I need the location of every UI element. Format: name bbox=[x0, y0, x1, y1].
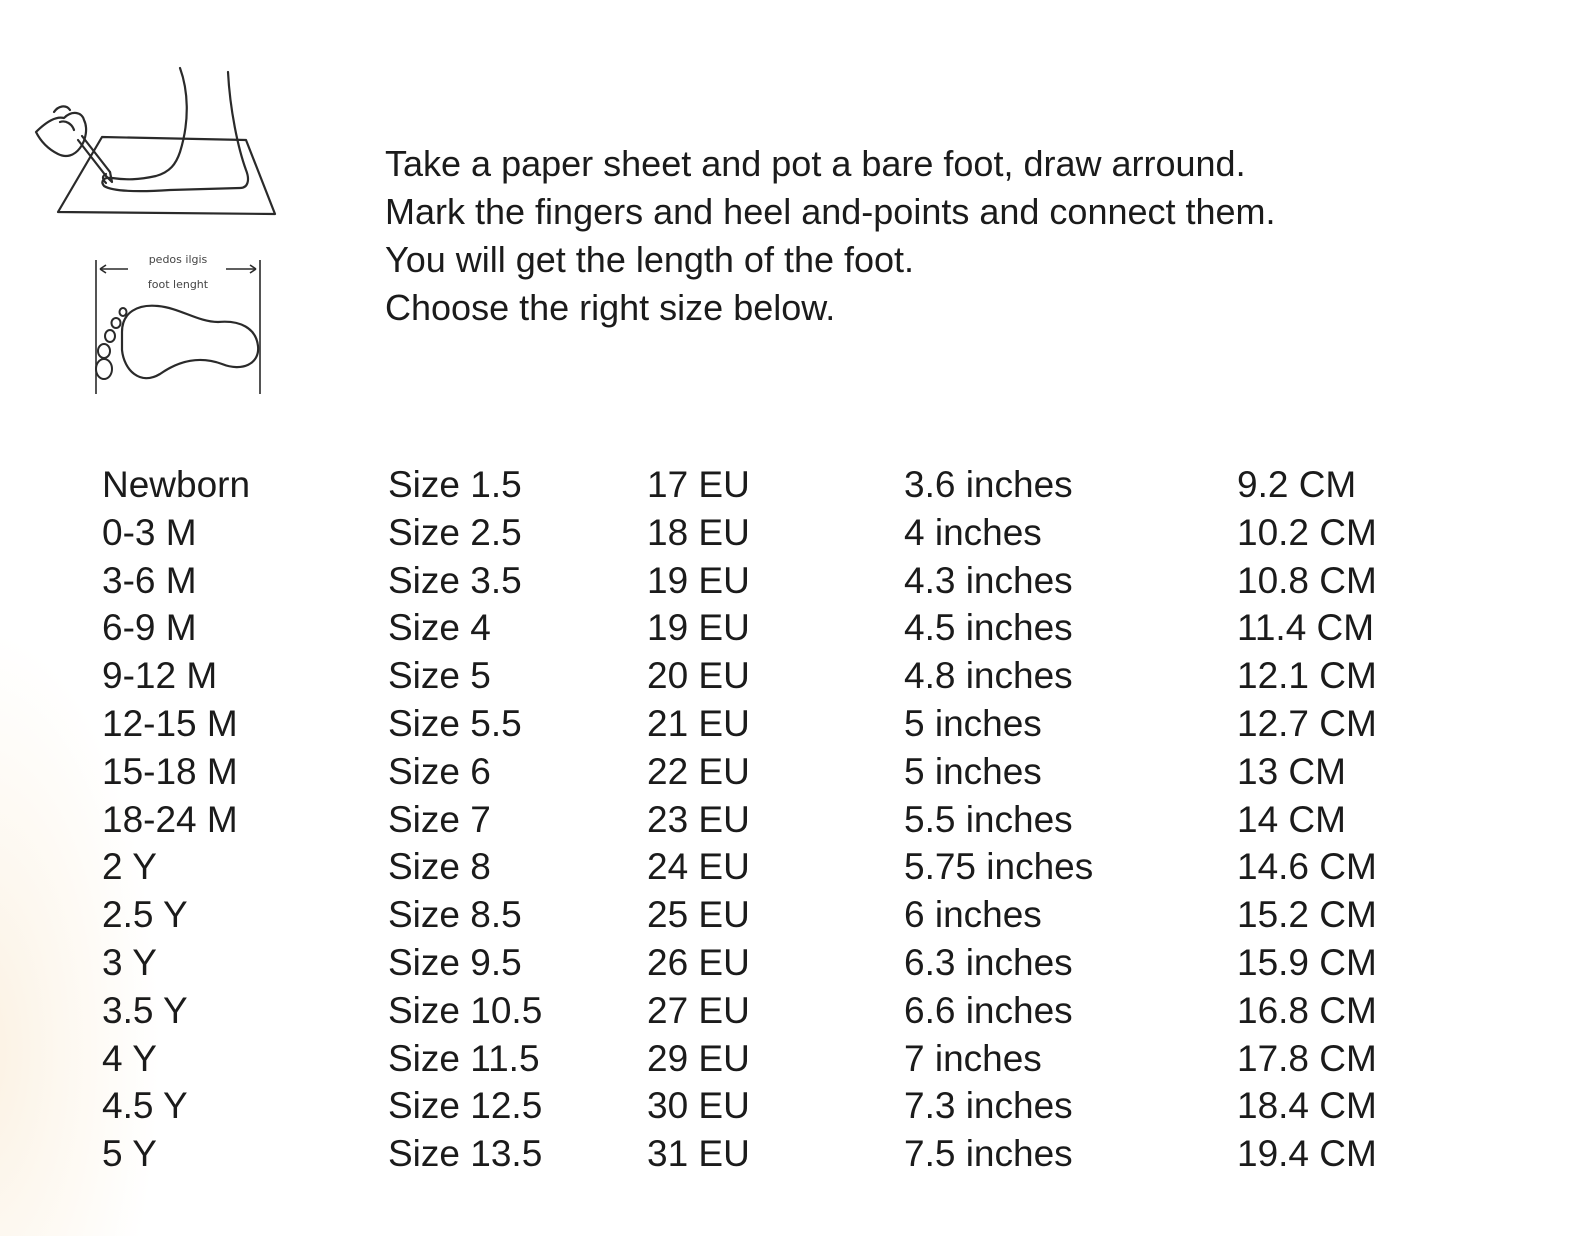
hand-icon bbox=[36, 113, 86, 156]
table-row bbox=[102, 700, 1502, 748]
cm-cell: 10.2 CM bbox=[1237, 511, 1377, 553]
age-cell: 3 Y bbox=[102, 941, 157, 983]
cm-cell: 11.4 CM bbox=[1237, 607, 1375, 649]
age-cell: Newborn bbox=[102, 464, 251, 505]
inches-cell: 5 inches bbox=[904, 702, 1042, 744]
instruction-line: You will get the length of the foot. bbox=[385, 239, 915, 280]
age-cell: 18-24 M bbox=[102, 798, 238, 840]
age-cell: 12-15 M bbox=[102, 702, 238, 744]
eu-size-cell: 27 EU bbox=[647, 989, 750, 1031]
table-row bbox=[102, 843, 1502, 891]
age-cell: 2.5 Y bbox=[102, 894, 188, 936]
foot-on-paper-icon bbox=[102, 68, 248, 191]
cm-cell: 15.2 CM bbox=[1237, 894, 1377, 936]
cm-cell: 16.8 CM bbox=[1237, 989, 1377, 1031]
eu-size-cell: 20 EU bbox=[647, 655, 750, 697]
eu-size-cell: 23 EU bbox=[647, 798, 750, 840]
us-size-cell: Size 9.5 bbox=[388, 941, 522, 983]
table-row bbox=[102, 1082, 1502, 1130]
table-row bbox=[102, 1035, 1502, 1083]
instruction-line: Mark the fingers and heel and-points and connect them. bbox=[385, 191, 1276, 232]
eu-size-cell: 21 EU bbox=[647, 702, 750, 744]
eu-size-cell: 25 EU bbox=[647, 894, 750, 936]
illustration-caption-top: pedos ilgis bbox=[148, 253, 208, 266]
inches-cell: 6.6 inches bbox=[904, 989, 1073, 1031]
eu-size-cell: 18 EU bbox=[647, 511, 750, 553]
eu-size-cell: 29 EU bbox=[647, 1037, 750, 1079]
us-size-cell: Size 12.5 bbox=[388, 1085, 543, 1127]
eu-size-cell: 17 EU bbox=[647, 464, 750, 505]
inches-cell: 7 inches bbox=[904, 1037, 1042, 1079]
us-size-cell: Size 5.5 bbox=[388, 702, 522, 744]
age-cell: 2 Y bbox=[102, 846, 157, 888]
inches-cell: 5.5 inches bbox=[904, 798, 1073, 840]
cm-cell: 14.6 CM bbox=[1237, 846, 1377, 888]
cm-cell: 10.8 CM bbox=[1237, 559, 1377, 601]
footprint-icon bbox=[122, 306, 258, 378]
instruction-line: Take a paper sheet and pot a bare foot, draw arround. bbox=[385, 143, 1246, 184]
cm-cell: 13 CM bbox=[1237, 750, 1346, 792]
us-size-cell: Size 10.5 bbox=[388, 989, 543, 1031]
eu-size-cell: 30 EU bbox=[647, 1085, 750, 1127]
table-row bbox=[102, 891, 1502, 939]
table-row bbox=[102, 748, 1502, 796]
inches-cell: 5 inches bbox=[904, 750, 1042, 792]
inches-cell: 6.3 inches bbox=[904, 941, 1073, 983]
inches-cell: 3.6 inches bbox=[904, 464, 1073, 505]
table-row bbox=[102, 557, 1502, 605]
us-size-cell: Size 2.5 bbox=[388, 511, 522, 553]
instructions-block bbox=[385, 140, 1535, 332]
cm-cell: 12.1 CM bbox=[1237, 655, 1377, 697]
table-row bbox=[102, 461, 1502, 509]
us-size-cell: Size 5 bbox=[388, 655, 491, 697]
eu-size-cell: 24 EU bbox=[647, 846, 750, 888]
age-cell: 0-3 M bbox=[102, 511, 197, 553]
eu-size-cell: 19 EU bbox=[647, 607, 750, 649]
table-row bbox=[102, 652, 1502, 700]
age-cell: 15-18 M bbox=[102, 750, 238, 792]
age-cell: 3-6 M bbox=[102, 559, 197, 601]
age-cell: 3.5 Y bbox=[102, 989, 188, 1031]
age-cell: 9-12 M bbox=[102, 655, 218, 697]
us-size-cell: Size 7 bbox=[388, 798, 491, 840]
age-cell: 5 Y bbox=[102, 1133, 157, 1175]
table-row bbox=[102, 604, 1502, 652]
foot-tracing-illustration bbox=[30, 60, 290, 410]
table-row bbox=[102, 1130, 1502, 1178]
eu-size-cell: 22 EU bbox=[647, 750, 750, 792]
us-size-cell: Size 8.5 bbox=[388, 894, 522, 936]
us-size-cell: Size 6 bbox=[388, 750, 491, 792]
eu-size-cell: 31 EU bbox=[647, 1133, 750, 1175]
size-table bbox=[102, 461, 1502, 1178]
inches-cell: 5.75 inches bbox=[904, 846, 1094, 888]
instruction-line: Choose the right size below. bbox=[385, 287, 836, 328]
inches-cell: 7.3 inches bbox=[904, 1085, 1073, 1127]
illustration-caption-bottom: foot lenght bbox=[147, 278, 209, 291]
us-size-cell: Size 13.5 bbox=[388, 1133, 543, 1175]
us-size-cell: Size 11.5 bbox=[388, 1037, 540, 1079]
us-size-cell: Size 1.5 bbox=[388, 464, 522, 505]
eu-size-cell: 19 EU bbox=[647, 559, 750, 601]
us-size-cell: Size 3.5 bbox=[388, 559, 522, 601]
eu-size-cell: 26 EU bbox=[647, 941, 750, 983]
age-cell: 4 Y bbox=[102, 1037, 157, 1079]
age-cell: 6-9 M bbox=[102, 607, 197, 649]
cm-cell: 15.9 CM bbox=[1237, 941, 1377, 983]
cm-cell: 19.4 CM bbox=[1237, 1133, 1377, 1175]
us-size-cell: Size 4 bbox=[388, 607, 491, 649]
table-row bbox=[102, 796, 1502, 844]
inches-cell: 4 inches bbox=[904, 511, 1042, 553]
cm-cell: 14 CM bbox=[1237, 798, 1346, 840]
table-row bbox=[102, 509, 1502, 557]
cm-cell: 9.2 CM bbox=[1237, 464, 1357, 505]
inches-cell: 7.5 inches bbox=[904, 1133, 1073, 1175]
inches-cell: 4.8 inches bbox=[904, 655, 1073, 697]
cm-cell: 17.8 CM bbox=[1237, 1037, 1377, 1079]
us-size-cell: Size 8 bbox=[388, 846, 491, 888]
inches-cell: 4.3 inches bbox=[904, 559, 1073, 601]
inches-cell: 4.5 inches bbox=[904, 607, 1073, 649]
age-cell: 4.5 Y bbox=[102, 1085, 188, 1127]
cm-cell: 12.7 CM bbox=[1237, 702, 1377, 744]
table-row bbox=[102, 939, 1502, 987]
cm-cell: 18.4 CM bbox=[1237, 1085, 1377, 1127]
table-row bbox=[102, 987, 1502, 1035]
inches-cell: 6 inches bbox=[904, 894, 1042, 936]
